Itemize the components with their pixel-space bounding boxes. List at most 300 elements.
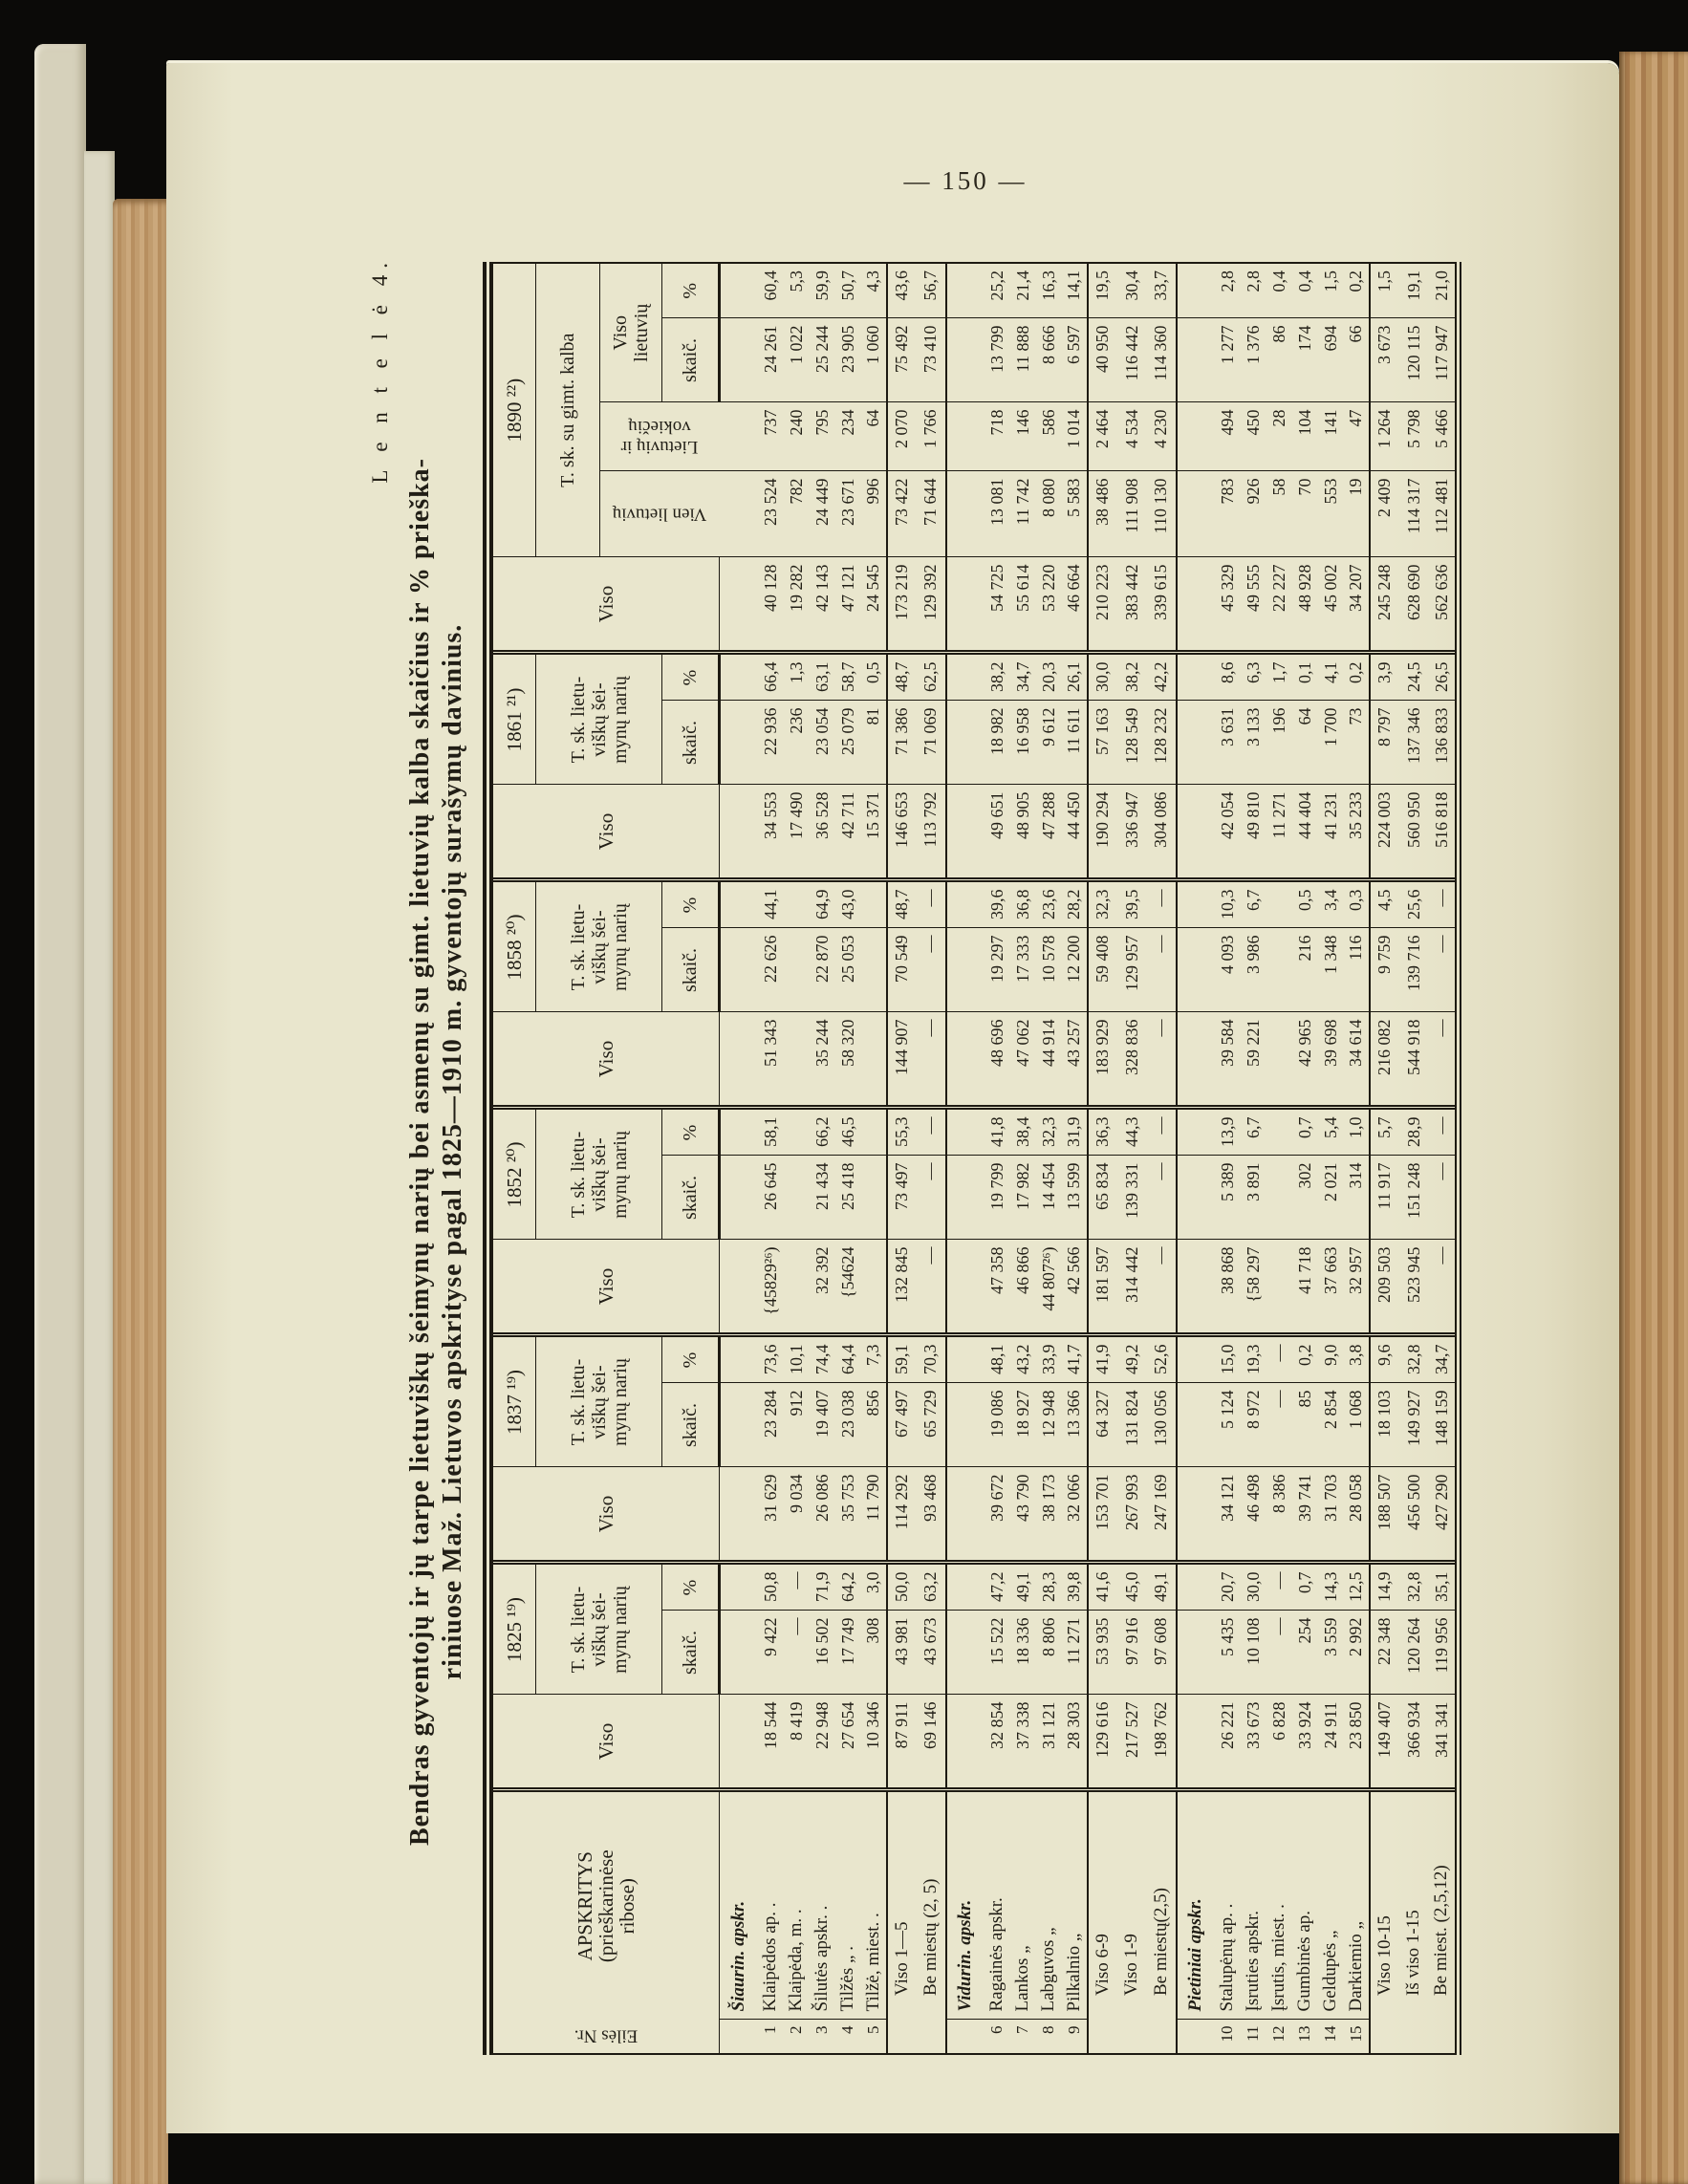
cell-value: 210 223 xyxy=(1088,557,1117,653)
cell-value: 47,2 xyxy=(985,1563,1010,1611)
cell-value: 35 244 xyxy=(810,1012,835,1108)
cell-value: 58,7 xyxy=(835,653,861,701)
cell-value xyxy=(946,1695,985,1790)
cell-value: — xyxy=(1429,928,1459,1012)
row-number: 3 xyxy=(812,2025,831,2034)
district-row xyxy=(1062,263,1088,2054)
cell-value: 3 986 xyxy=(1241,928,1266,1012)
cell-value: — xyxy=(917,1108,946,1156)
tsk-seimynu-header-1852: T. sk. lietu- viškų šei- mynų narių xyxy=(536,1108,662,1240)
cell-value: 24,5 xyxy=(1399,653,1429,701)
cell-value: 4,1 xyxy=(1318,653,1344,701)
viso-header-1837: Viso xyxy=(488,1467,720,1563)
cell-value xyxy=(946,1611,985,1695)
cell-value: 16,3 xyxy=(1036,263,1062,318)
cell-value: 86 xyxy=(1266,318,1292,402)
cell-value: 51 343 xyxy=(758,1012,784,1108)
district-row xyxy=(861,263,887,2054)
row-number: 2 xyxy=(787,2025,805,2034)
cell-value: 67 497 xyxy=(887,1383,917,1467)
row-label: Viso 6-9 xyxy=(1088,1790,1117,2054)
cell-value: 2 021 xyxy=(1318,1156,1344,1240)
cell-value: 4 230 xyxy=(1147,402,1177,471)
cell-value: 30,0 xyxy=(1088,653,1117,701)
cell-value: 14 454 xyxy=(1036,1156,1062,1240)
cell-value: 25 244 xyxy=(810,318,835,402)
cell-value: 149 407 xyxy=(1370,1695,1399,1790)
cell-value: 60,4 xyxy=(758,263,784,318)
cell-value: 8 666 xyxy=(1036,318,1062,402)
cell-value: 3 559 xyxy=(1318,1611,1344,1695)
page-stack-edge xyxy=(84,151,115,2184)
cell-value: 47 288 xyxy=(1036,785,1062,880)
cell-value xyxy=(946,1563,985,1611)
cell-value xyxy=(720,928,758,1012)
cell-value xyxy=(1177,1611,1215,1695)
cell-value: 8 797 xyxy=(1370,701,1399,785)
cell-value: 1,3 xyxy=(784,653,810,701)
cell-value: 304 086 xyxy=(1147,785,1177,880)
cell-value: 42 965 xyxy=(1292,1012,1318,1108)
cell-value: 926 xyxy=(1241,471,1266,557)
cell-value: — xyxy=(1147,880,1177,928)
cell-value: 22 936 xyxy=(758,701,784,785)
cell-value: 328 836 xyxy=(1117,1012,1147,1108)
cell-value xyxy=(720,1611,758,1695)
cell-value: 6,7 xyxy=(1241,1108,1266,1156)
cell-value: 22 948 xyxy=(810,1695,835,1790)
tsk-seimynu-header-1825: T. sk. lietu- viškų šei- mynų narių xyxy=(536,1563,662,1695)
table-title xyxy=(404,249,469,2055)
cell-value: 13 081 xyxy=(985,471,1010,557)
cell-value: 34 614 xyxy=(1344,1012,1370,1108)
cell-value: 42 054 xyxy=(1215,785,1241,880)
cell-value: — xyxy=(1266,1563,1292,1611)
cell-value: 12,5 xyxy=(1344,1563,1370,1611)
cell-value: — xyxy=(1147,1012,1177,1108)
cell-value: 47 xyxy=(1344,402,1370,471)
section-row xyxy=(720,263,758,2054)
cell-value xyxy=(720,653,758,701)
cell-value: 3 133 xyxy=(1241,701,1266,785)
cell-value: 339 615 xyxy=(1147,557,1177,653)
cell-value: 718 xyxy=(985,402,1010,471)
cell-value: 64,2 xyxy=(835,1563,861,1611)
cell-value: 16 958 xyxy=(1010,701,1036,785)
row-number: 13 xyxy=(1295,2025,1313,2043)
cell-value: 783 xyxy=(1215,471,1241,557)
row-number: 8 xyxy=(1039,2025,1057,2034)
cell-value: 66,4 xyxy=(758,653,784,701)
year-header-1852: 1852 ²⁰) xyxy=(488,1108,536,1240)
district-row xyxy=(1215,263,1241,2054)
cell-value: 6 828 xyxy=(1266,1695,1292,1790)
cell-value xyxy=(720,471,758,557)
cell-value: 23 284 xyxy=(758,1383,784,1467)
cell-value: 4,5 xyxy=(1370,880,1399,928)
cell-value: 23 038 xyxy=(835,1383,861,1467)
cell-value xyxy=(946,557,985,653)
cell-value: 21 434 xyxy=(810,1156,835,1240)
cell-value: 19,5 xyxy=(1088,263,1117,318)
cell-value: 49 555 xyxy=(1241,557,1266,653)
cell-value: 30,0 xyxy=(1241,1563,1266,1611)
tsk-seimynu-header-1858: T. sk. lietu- viškų šei- mynų narių xyxy=(536,880,662,1012)
cell-value xyxy=(720,880,758,928)
cell-value: 18 103 xyxy=(1370,1383,1399,1467)
cell-value: 19 407 xyxy=(810,1383,835,1467)
cell-value: 996 xyxy=(861,471,887,557)
cell-value: 116 442 xyxy=(1117,318,1147,402)
cell-value: 26 645 xyxy=(758,1156,784,1240)
cell-value: 1 348 xyxy=(1318,928,1344,1012)
cell-value: 1,5 xyxy=(1318,263,1344,318)
cell-value xyxy=(1177,557,1215,653)
row-label: Labguvos „ xyxy=(1036,1790,1062,2020)
row-label: Tilžės „ . xyxy=(835,1790,861,2020)
cell-value: 33 924 xyxy=(1292,1695,1318,1790)
cell-value: 64,4 xyxy=(835,1335,861,1383)
viso-header-1861: Viso xyxy=(488,785,720,880)
cell-value: 56,7 xyxy=(917,263,946,318)
cell-value: 41 231 xyxy=(1318,785,1344,880)
cell-value xyxy=(861,1108,887,1156)
cell-value: 43,2 xyxy=(1010,1335,1036,1383)
skaic-header-1861: skaič. xyxy=(662,701,720,785)
total-row xyxy=(1117,263,1147,2054)
cell-value: 196 xyxy=(1266,701,1292,785)
row-number: 15 xyxy=(1346,2025,1365,2043)
cell-value: 47 121 xyxy=(835,557,861,653)
cell-value: 66 xyxy=(1344,318,1370,402)
year-header-1837: 1837 ¹⁹) xyxy=(488,1335,536,1467)
district-row xyxy=(758,263,784,2054)
cell-value xyxy=(946,880,985,928)
cell-value: 26 086 xyxy=(810,1467,835,1563)
cell-value: 383 442 xyxy=(1117,557,1147,653)
skaic-header-1825: skaič. xyxy=(662,1611,720,1695)
cell-value: 33,7 xyxy=(1147,263,1177,318)
cell-value xyxy=(946,1108,985,1156)
cell-value xyxy=(784,1012,810,1108)
row-label: Klaipėda, m. . xyxy=(784,1790,810,2020)
lietuviu-ir-vokieciu-header: Lietuvių ir vokiečių xyxy=(600,402,720,471)
cell-value: 224 003 xyxy=(1370,785,1399,880)
row-label: Viso 1—5 xyxy=(887,1790,917,2054)
total-row xyxy=(1088,263,1117,2054)
cell-value: 37 663 xyxy=(1318,1240,1344,1335)
cell-value: 43 257 xyxy=(1062,1012,1088,1108)
cell-value xyxy=(720,1156,758,1240)
cell-value: 8 806 xyxy=(1036,1611,1062,1695)
cell-value: 48 696 xyxy=(985,1012,1010,1108)
cell-value: 114 317 xyxy=(1399,471,1429,557)
cell-value: 38,2 xyxy=(1117,653,1147,701)
cell-value: 35 753 xyxy=(835,1467,861,1563)
cell-value: 562 636 xyxy=(1429,557,1459,653)
cell-value: 39,5 xyxy=(1117,880,1147,928)
district-row xyxy=(1292,263,1318,2054)
cell-value: 2 464 xyxy=(1088,402,1117,471)
cell-value: 23 054 xyxy=(810,701,835,785)
cell-value: 50,8 xyxy=(758,1563,784,1611)
cell-value: 128 549 xyxy=(1117,701,1147,785)
cell-value: — xyxy=(1266,1335,1292,1383)
cell-value: 149 927 xyxy=(1399,1383,1429,1467)
cell-value: 87 911 xyxy=(887,1695,917,1790)
cell-value: 4,3 xyxy=(861,263,887,318)
cell-value: 49 651 xyxy=(985,785,1010,880)
cell-value: 5 798 xyxy=(1399,402,1429,471)
cell-value: 14,1 xyxy=(1062,263,1088,318)
cell-value: 5 435 xyxy=(1215,1611,1241,1695)
cell-value: 45 002 xyxy=(1318,557,1344,653)
cell-value: 523 945 xyxy=(1399,1240,1429,1335)
district-row xyxy=(810,263,835,2054)
cell-value: 45 329 xyxy=(1215,557,1241,653)
cell-value: — xyxy=(1266,1611,1292,1695)
cell-value: 188 507 xyxy=(1370,1467,1399,1563)
cell-value: 31,9 xyxy=(1062,1108,1088,1156)
cell-value: — xyxy=(1147,1240,1177,1335)
cell-value: 50,0 xyxy=(887,1563,917,1611)
cell-value: 32 854 xyxy=(985,1695,1010,1790)
cell-value: 71 386 xyxy=(887,701,917,785)
cell-value: 42 711 xyxy=(835,785,861,880)
cell-value: 366 934 xyxy=(1399,1695,1429,1790)
cell-value xyxy=(720,785,758,880)
cell-value xyxy=(1266,880,1292,928)
pct-header-1825: % xyxy=(662,1563,720,1611)
cell-value: 132 845 xyxy=(887,1240,917,1335)
cell-value: 31 629 xyxy=(758,1467,784,1563)
tsk-seimynu-header-1861: T. sk. lietu- viškų šei- mynų narių xyxy=(536,653,662,785)
row-number: 7 xyxy=(1013,2025,1031,2034)
cell-value: — xyxy=(917,928,946,1012)
cell-value: 5 124 xyxy=(1215,1383,1241,1467)
cell-value: 0,2 xyxy=(1344,653,1370,701)
cell-value: 190 294 xyxy=(1088,785,1117,880)
cell-value: 11 271 xyxy=(1266,785,1292,880)
book-cover-edge xyxy=(34,44,86,2184)
cell-value: 57 163 xyxy=(1088,701,1117,785)
cell-value: 70 xyxy=(1292,471,1318,557)
cell-value: 560 950 xyxy=(1399,785,1429,880)
cell-value: 59,1 xyxy=(887,1335,917,1383)
cell-value: 6 597 xyxy=(1062,318,1088,402)
cell-value: 73,6 xyxy=(758,1335,784,1383)
cell-value: 22 348 xyxy=(1370,1611,1399,1695)
cell-value: 314 xyxy=(1344,1156,1370,1240)
skaic-header-1890: skaič. xyxy=(662,318,720,402)
row-number: 9 xyxy=(1064,2025,1083,2034)
cell-value: 34,7 xyxy=(1429,1335,1459,1383)
skaic-header-1852: skaič. xyxy=(662,1156,720,1240)
cell-value: 516 818 xyxy=(1429,785,1459,880)
cell-value xyxy=(720,1383,758,1467)
cell-value: 73 xyxy=(1344,701,1370,785)
pct-header-1837: % xyxy=(662,1335,720,1383)
cell-value: 58 320 xyxy=(835,1012,861,1108)
cell-value: 35,1 xyxy=(1429,1563,1459,1611)
cell-value: 13 599 xyxy=(1062,1156,1088,1240)
cell-value xyxy=(946,1240,985,1335)
row-label: Be miest. (2,5,12) xyxy=(1429,1790,1459,2054)
cell-value: 456 500 xyxy=(1399,1467,1429,1563)
cell-value: 141 xyxy=(1318,402,1344,471)
cell-value: 36,8 xyxy=(1010,880,1036,928)
cell-value: 450 xyxy=(1241,402,1266,471)
cell-value: {58 297 xyxy=(1241,1240,1266,1335)
cell-value xyxy=(861,880,887,928)
cell-value: 46,5 xyxy=(835,1108,861,1156)
cell-value: 39 741 xyxy=(1292,1467,1318,1563)
cell-value: 17 333 xyxy=(1010,928,1036,1012)
row-number xyxy=(720,2020,758,2054)
cell-value: 97 916 xyxy=(1117,1611,1147,1695)
row-number: 6 xyxy=(987,2025,1006,2034)
cell-value: 1 264 xyxy=(1370,402,1399,471)
cell-value: 9,0 xyxy=(1318,1335,1344,1383)
cell-value: 6,3 xyxy=(1241,653,1266,701)
cell-value: 65 729 xyxy=(917,1383,946,1467)
year-header-1890: 1890 ²²) xyxy=(488,263,536,557)
cell-value: 59 221 xyxy=(1241,1012,1266,1108)
cell-value: 42 143 xyxy=(810,557,835,653)
cell-value: 14,3 xyxy=(1318,1563,1344,1611)
cell-value: 81 xyxy=(861,701,887,785)
cell-value: 18 544 xyxy=(758,1695,784,1790)
cell-value: 128 232 xyxy=(1147,701,1177,785)
cell-value xyxy=(1266,1108,1292,1156)
cell-value: 38 173 xyxy=(1036,1467,1062,1563)
cell-value: 75 492 xyxy=(887,318,917,402)
cell-value: 9 612 xyxy=(1036,701,1062,785)
cell-value: 22 227 xyxy=(1266,557,1292,653)
cell-value: 1 022 xyxy=(784,318,810,402)
cell-value: 41 718 xyxy=(1292,1240,1318,1335)
cell-value: 3,0 xyxy=(861,1563,887,1611)
row-label: Gumbinės ap. xyxy=(1292,1790,1318,2020)
cell-value: 146 653 xyxy=(887,785,917,880)
cell-value: 19 297 xyxy=(985,928,1010,1012)
cell-value xyxy=(720,1108,758,1156)
cell-value: 129 616 xyxy=(1088,1695,1117,1790)
fore-edge xyxy=(1619,52,1688,2184)
cell-value: 28 xyxy=(1266,402,1292,471)
cell-value: 146 xyxy=(1010,402,1036,471)
cell-value: 136 833 xyxy=(1429,701,1459,785)
cell-value: 795 xyxy=(810,402,835,471)
cell-value: 10 108 xyxy=(1241,1611,1266,1695)
cell-value: 11 790 xyxy=(861,1467,887,1563)
cell-value: {45829²⁶) xyxy=(758,1240,784,1335)
cell-value: 23 850 xyxy=(1344,1695,1370,1790)
cell-value: — xyxy=(917,880,946,928)
cell-value: 8 419 xyxy=(784,1695,810,1790)
cell-value: 302 xyxy=(1292,1156,1318,1240)
cell-value: 1 277 xyxy=(1215,318,1241,402)
cell-value: 0,5 xyxy=(861,653,887,701)
eiles-nr-header: Eilės Nr. xyxy=(488,2020,720,2054)
cell-value: 10 346 xyxy=(861,1695,887,1790)
cell-value: 39 584 xyxy=(1215,1012,1241,1108)
rotated-table-block xyxy=(368,249,1563,2055)
cell-value xyxy=(784,1156,810,1240)
cell-value xyxy=(861,1012,887,1108)
title-line-1: Bendras gyventojų ir jų tarpe lietuviškų šeimynų narių bei asmenų su gimt. lietuvių kalba skaičius ir % prieška- xyxy=(405,457,435,1847)
cell-value: 8 972 xyxy=(1241,1383,1266,1467)
row-label: Viso 1-9 xyxy=(1117,1790,1147,2054)
cell-value xyxy=(861,928,887,1012)
cell-value xyxy=(861,1240,887,1335)
cell-value: 104 xyxy=(1292,402,1318,471)
cell-value xyxy=(1177,653,1215,701)
cell-value: 183 929 xyxy=(1088,1012,1117,1108)
cell-value: 38 486 xyxy=(1088,471,1117,557)
cell-value xyxy=(1177,402,1215,471)
cell-value: 153 701 xyxy=(1088,1467,1117,1563)
cell-value: 43,0 xyxy=(835,880,861,928)
cell-value xyxy=(720,1563,758,1611)
cell-value xyxy=(1266,1156,1292,1240)
cell-value: 46 498 xyxy=(1241,1467,1266,1563)
row-label: Tilžė, miest. . xyxy=(861,1790,887,2020)
cell-value: 1 014 xyxy=(1062,402,1088,471)
cell-value: 3,8 xyxy=(1344,1335,1370,1383)
cell-value: 38 868 xyxy=(1215,1240,1241,1335)
cell-value: 5 389 xyxy=(1215,1156,1241,1240)
cell-value xyxy=(946,1383,985,1467)
row-label: Darkiemio „ xyxy=(1344,1790,1370,2020)
row-number: 11 xyxy=(1244,2025,1262,2042)
title-line-2: riniuose Maž. Lietuvos apskrityse pagal 1825—1910 m. gyventojų surašymų davinius. xyxy=(438,623,467,1680)
cell-value: 64 xyxy=(861,402,887,471)
cell-value: 245 248 xyxy=(1370,557,1399,653)
cell-value: 0,1 xyxy=(1292,653,1318,701)
cell-value: 8 080 xyxy=(1036,471,1062,557)
cell-value: 236 xyxy=(784,701,810,785)
cell-value xyxy=(1177,1156,1215,1240)
cell-value: 11 888 xyxy=(1010,318,1036,402)
cell-value xyxy=(1266,1240,1292,1335)
cell-value: 65 834 xyxy=(1088,1156,1117,1240)
cell-value: 20,7 xyxy=(1215,1563,1241,1611)
cell-value: 1,0 xyxy=(1344,1108,1370,1156)
cell-value: 11 271 xyxy=(1062,1611,1088,1695)
viso-header-1858: Viso xyxy=(488,1012,720,1108)
cell-value xyxy=(946,785,985,880)
cell-value: 25 418 xyxy=(835,1156,861,1240)
cell-value: 47 358 xyxy=(985,1240,1010,1335)
year-header-1861: 1861 ²¹) xyxy=(488,653,536,785)
cell-value: 32,3 xyxy=(1036,1108,1062,1156)
total-row xyxy=(1399,263,1429,2054)
cell-value: 553 xyxy=(1318,471,1344,557)
cell-value: 6,7 xyxy=(1241,880,1266,928)
cell-value: 43 673 xyxy=(917,1611,946,1695)
cell-value: 34,7 xyxy=(1010,653,1036,701)
cell-value: 628 690 xyxy=(1399,557,1429,653)
cell-value: 2 409 xyxy=(1370,471,1399,557)
cell-value: 1,7 xyxy=(1266,653,1292,701)
cell-value: 13 366 xyxy=(1062,1383,1088,1467)
cell-value: 1 068 xyxy=(1344,1383,1370,1467)
cell-value: 40 128 xyxy=(758,557,784,653)
cell-value: {54624 xyxy=(835,1240,861,1335)
cell-value: 43 981 xyxy=(887,1611,917,1695)
cell-value: 44 914 xyxy=(1036,1012,1062,1108)
